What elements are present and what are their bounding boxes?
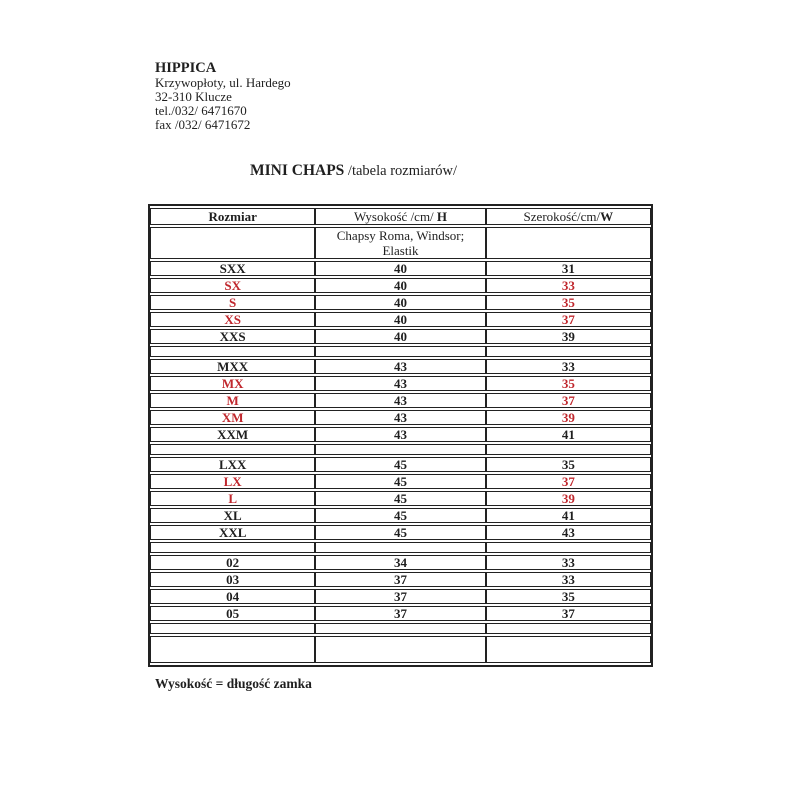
width-cell: 33 xyxy=(486,359,651,374)
width-cell: 39 xyxy=(486,491,651,506)
table-row xyxy=(150,555,651,570)
width-cell: 31 xyxy=(486,261,651,276)
size-cell: M xyxy=(150,393,315,408)
table-row xyxy=(150,393,651,408)
company-address-line2: 32-310 Klucze xyxy=(155,89,232,104)
height-cell: 40 xyxy=(315,295,485,310)
empty-cell xyxy=(150,623,315,634)
height-cell: 40 xyxy=(315,312,485,327)
width-cell: 35 xyxy=(486,295,651,310)
width-cell: 37 xyxy=(486,606,651,621)
header-rozmiar: Rozmiar xyxy=(150,208,315,225)
size-cell: SX xyxy=(150,278,315,293)
empty-cell xyxy=(315,346,485,357)
table-row xyxy=(150,572,651,587)
spacer-row xyxy=(150,542,651,553)
height-cell: 40 xyxy=(315,261,485,276)
size-cell: SXX xyxy=(150,261,315,276)
company-phone: tel./032/ 6471670 xyxy=(155,103,247,118)
subheader-empty-left-cell xyxy=(150,227,315,259)
width-cell: 35 xyxy=(486,376,651,391)
header-wysokosc-em: H xyxy=(436,209,448,224)
table-subheader-row xyxy=(150,227,651,259)
size-cell: MX xyxy=(150,376,315,391)
table-row xyxy=(150,491,651,506)
table-row xyxy=(150,295,651,310)
empty-cell xyxy=(150,444,315,455)
empty-cell xyxy=(150,636,315,663)
height-cell: 37 xyxy=(315,572,485,587)
width-cell: 33 xyxy=(486,572,651,587)
width-cell: 33 xyxy=(486,555,651,570)
empty-cell xyxy=(315,444,485,455)
size-cell: XXS xyxy=(150,329,315,344)
size-cell: LX xyxy=(150,474,315,489)
table-row xyxy=(150,261,651,276)
width-cell: 43 xyxy=(486,525,651,540)
height-cell: 43 xyxy=(315,359,485,374)
height-cell: 45 xyxy=(315,491,485,506)
size-cell: XXL xyxy=(150,525,315,540)
company-name: HIPPICA xyxy=(155,60,217,76)
table-row xyxy=(150,589,651,604)
width-cell: 39 xyxy=(486,410,651,425)
size-cell: MXX xyxy=(150,359,315,374)
empty-cell xyxy=(150,542,315,553)
height-cell: 43 xyxy=(315,376,485,391)
header-szerokosc-em: W xyxy=(600,209,614,224)
table-row xyxy=(150,359,651,374)
table-row xyxy=(150,312,651,327)
size-table xyxy=(148,204,653,667)
empty-cell xyxy=(486,623,651,634)
height-cell: 45 xyxy=(315,525,485,540)
height-cell: 45 xyxy=(315,457,485,472)
company-fax: fax /032/ 6471672 xyxy=(155,117,251,132)
header-wysokosc-text: Wysokość /cm/ xyxy=(353,209,437,224)
table-row xyxy=(150,457,651,472)
size-cell: XS xyxy=(150,312,315,327)
title-main-text: MINI CHAPS xyxy=(250,162,345,179)
table-row xyxy=(150,376,651,391)
header-wysokosc xyxy=(315,208,485,225)
empty-cell xyxy=(486,444,651,455)
height-cell: 37 xyxy=(315,606,485,621)
table-row xyxy=(150,278,651,293)
width-cell: 35 xyxy=(486,589,651,604)
empty-cell xyxy=(486,542,651,553)
spacer-row-tall xyxy=(150,636,651,663)
table-row xyxy=(150,427,651,442)
table-row xyxy=(150,474,651,489)
size-cell: LXX xyxy=(150,457,315,472)
size-cell: 04 xyxy=(150,589,315,604)
height-cell: 43 xyxy=(315,427,485,442)
height-cell: 43 xyxy=(315,410,485,425)
empty-cell xyxy=(150,346,315,357)
width-cell: 33 xyxy=(486,278,651,293)
size-cell: 03 xyxy=(150,572,315,587)
table-row xyxy=(150,329,651,344)
width-cell: 35 xyxy=(486,457,651,472)
size-cell: 02 xyxy=(150,555,315,570)
spacer-row xyxy=(150,623,651,634)
height-cell: 34 xyxy=(315,555,485,570)
spacer-row xyxy=(150,346,651,357)
table-header-row xyxy=(150,208,651,225)
subheader-models-line1: Chapsy Roma, Windsor; xyxy=(336,228,465,243)
size-cell: S xyxy=(150,295,315,310)
width-cell: 39 xyxy=(486,329,651,344)
table-row xyxy=(150,508,651,523)
title-suffix-text: /tabela rozmiarów/ xyxy=(344,163,458,179)
header-szerokosc xyxy=(486,208,651,225)
height-cell: 40 xyxy=(315,278,485,293)
width-cell: 37 xyxy=(486,393,651,408)
table-row xyxy=(150,410,651,425)
empty-cell xyxy=(315,623,485,634)
subheader-models-line2: Elastik xyxy=(382,243,419,258)
subheader-empty-right-cell xyxy=(486,227,651,259)
company-block xyxy=(155,60,291,132)
empty-cell xyxy=(315,542,485,553)
document-title xyxy=(250,162,457,180)
width-cell: 37 xyxy=(486,312,651,327)
size-cell: 05 xyxy=(150,606,315,621)
size-cell: L xyxy=(150,491,315,506)
subheader-models-cell xyxy=(315,227,485,259)
height-cell: 45 xyxy=(315,474,485,489)
footer-note: Wysokość = długość zamka xyxy=(155,676,312,691)
height-cell: 40 xyxy=(315,329,485,344)
size-cell: XL xyxy=(150,508,315,523)
height-cell: 45 xyxy=(315,508,485,523)
size-cell: XXM xyxy=(150,427,315,442)
table-row xyxy=(150,606,651,621)
width-cell: 41 xyxy=(486,508,651,523)
empty-cell xyxy=(486,346,651,357)
width-cell: 41 xyxy=(486,427,651,442)
spacer-row xyxy=(150,444,651,455)
size-cell: XM xyxy=(150,410,315,425)
empty-cell xyxy=(486,636,651,663)
empty-cell xyxy=(315,636,485,663)
height-cell: 43 xyxy=(315,393,485,408)
height-cell: 37 xyxy=(315,589,485,604)
width-cell: 37 xyxy=(486,474,651,489)
header-szerokosc-text: Szerokość/cm/ xyxy=(523,209,601,224)
table-row xyxy=(150,525,651,540)
company-address-line1: Krzywopłoty, ul. Hardego xyxy=(155,75,291,90)
